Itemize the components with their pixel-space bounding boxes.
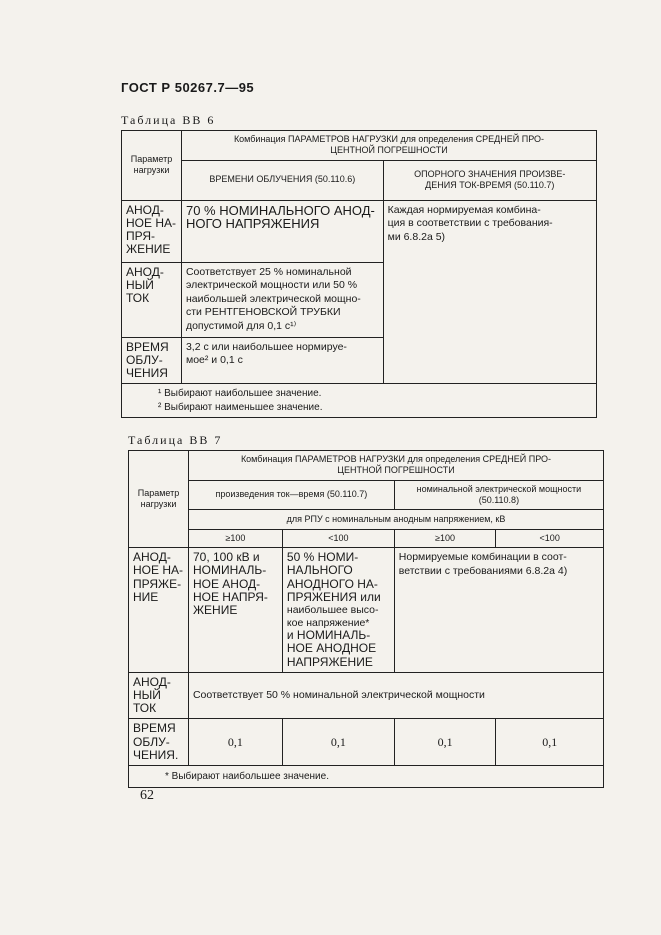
table2-row3-param: ВРЕМЯ ОБЛУ- ЧЕНИЯ. xyxy=(129,719,189,766)
table1-footnote: ¹ Выбирают наибольшее значение. xyxy=(158,388,322,400)
table2-row1-c2c: и НОМИНАЛЬ- НОЕ АНОДНОЕ НАПРЯЖЕНИЕ xyxy=(286,628,377,669)
table2-row1-c2 xyxy=(282,548,394,673)
table2-row1-c1: 70, 100 кВ и НОМИНАЛЬ- НОЕ АНОД- НОЕ НАПРЯ- ЖЕНИЕ xyxy=(188,548,282,673)
table2-caption: Таблица ВВ 7 xyxy=(128,433,223,447)
table2-row3-val: 0,1 xyxy=(496,719,604,766)
table2-row3-val: 0,1 xyxy=(188,719,282,766)
table2-lt100b: <100 xyxy=(496,530,604,548)
table2-col-a-header: произведения ток—время (50.110.7) xyxy=(188,480,394,510)
table2-rpu-header: для РПУ с номинальным анодным напряжением, кВ xyxy=(188,510,603,530)
table1-footnote: ² Выбирают наименьшее значение. xyxy=(158,401,323,413)
table2-ge100b: ≥100 xyxy=(394,530,496,548)
table2-row3-val: 0,1 xyxy=(394,719,496,766)
table2-param-header: Параметр нагрузки xyxy=(129,451,189,548)
table2-row3-val: 0,1 xyxy=(282,719,394,766)
table1-col2-text: Каждая нормируемая комбина- ция в соответствии с требования- ми 6.8.2а 5) xyxy=(383,200,596,384)
table1-row-param: ВРЕМЯ ОБЛУ- ЧЕНИЯ xyxy=(122,337,182,384)
table1-param-header: Параметр нагрузки xyxy=(122,131,182,201)
table2-row2-text: Соответствует 50 % номинальной электрической мощности xyxy=(188,672,603,719)
table2-footnote: * Выбирают наибольшее значение. xyxy=(129,765,604,787)
page-number: 62 xyxy=(140,788,154,803)
table2-row1-c2b: наибольшее высо- кое напряжение* xyxy=(286,604,379,629)
table2-lt100: <100 xyxy=(282,530,394,548)
table1-row-value: Соответствует 25 % номинальной электрической мощности или 50 % наибольшей электрической мощно- сти РЕНТГЕНОВСКОЙ ТРУБКИ допустимой для 0,1 с¹⁾ xyxy=(181,262,383,337)
table1 xyxy=(121,130,597,418)
table2-col-b-header: номинальной электрической мощности (50.110.8) xyxy=(394,480,603,510)
document-header: ГОСТ Р 50267.7—95 xyxy=(121,80,255,95)
table1-col1-header: ВРЕМЕНИ ОБЛУЧЕНИЯ (50.110.6) xyxy=(181,160,383,200)
table1-col2-header: ОПОРНОГО ЗНАЧЕНИЯ ПРОИЗВЕ- ДЕНИЯ ТОК-ВРЕМЯ (50.110.7) xyxy=(383,160,596,200)
table1-footnotes xyxy=(122,384,597,418)
table2-row1-c2a: 50 % НОМИ- НАЛЬНОГО АНОДНОГО НА- ПРЯЖЕНИЯ или xyxy=(286,550,381,604)
table2-row1-c3: Нормируемые комбинации в соот- ветствии с требованиями 6.8.2а 4) xyxy=(394,548,603,673)
table1-caption: Таблица ВВ 6 xyxy=(121,113,216,127)
table2-row1-param: АНОД- НОЕ НА- ПРЯЖЕ- НИЕ xyxy=(129,548,189,673)
table1-combo-header: Комбинация ПАРАМЕТРОВ НАГРУЗКИ для определения СРЕДНЕЙ ПРО- ЦЕНТНОЙ ПОГРЕШНОСТИ xyxy=(181,131,596,161)
table1-row-param: АНОД- НОЕ НА- ПРЯ- ЖЕНИЕ xyxy=(122,200,182,262)
table2-combo-header: Комбинация ПАРАМЕТРОВ НАГРУЗКИ для определения СРЕДНЕЙ ПРО- ЦЕНТНОЙ ПОГРЕШНОСТИ xyxy=(188,451,603,481)
table2-ge100: ≥100 xyxy=(188,530,282,548)
table2-row2-param: АНОД- НЫЙ ТОК xyxy=(129,672,189,719)
table1-row-param: АНОД- НЫЙ ТОК xyxy=(122,262,182,337)
table1-row-value: 70 % НОМИНАЛЬНОГО АНОД- НОГО НАПРЯЖЕНИЯ xyxy=(181,200,383,262)
table1-row-value: 3,2 с или наибольшее нормируе- мое² и 0,1 с xyxy=(181,337,383,384)
table2 xyxy=(128,450,604,788)
